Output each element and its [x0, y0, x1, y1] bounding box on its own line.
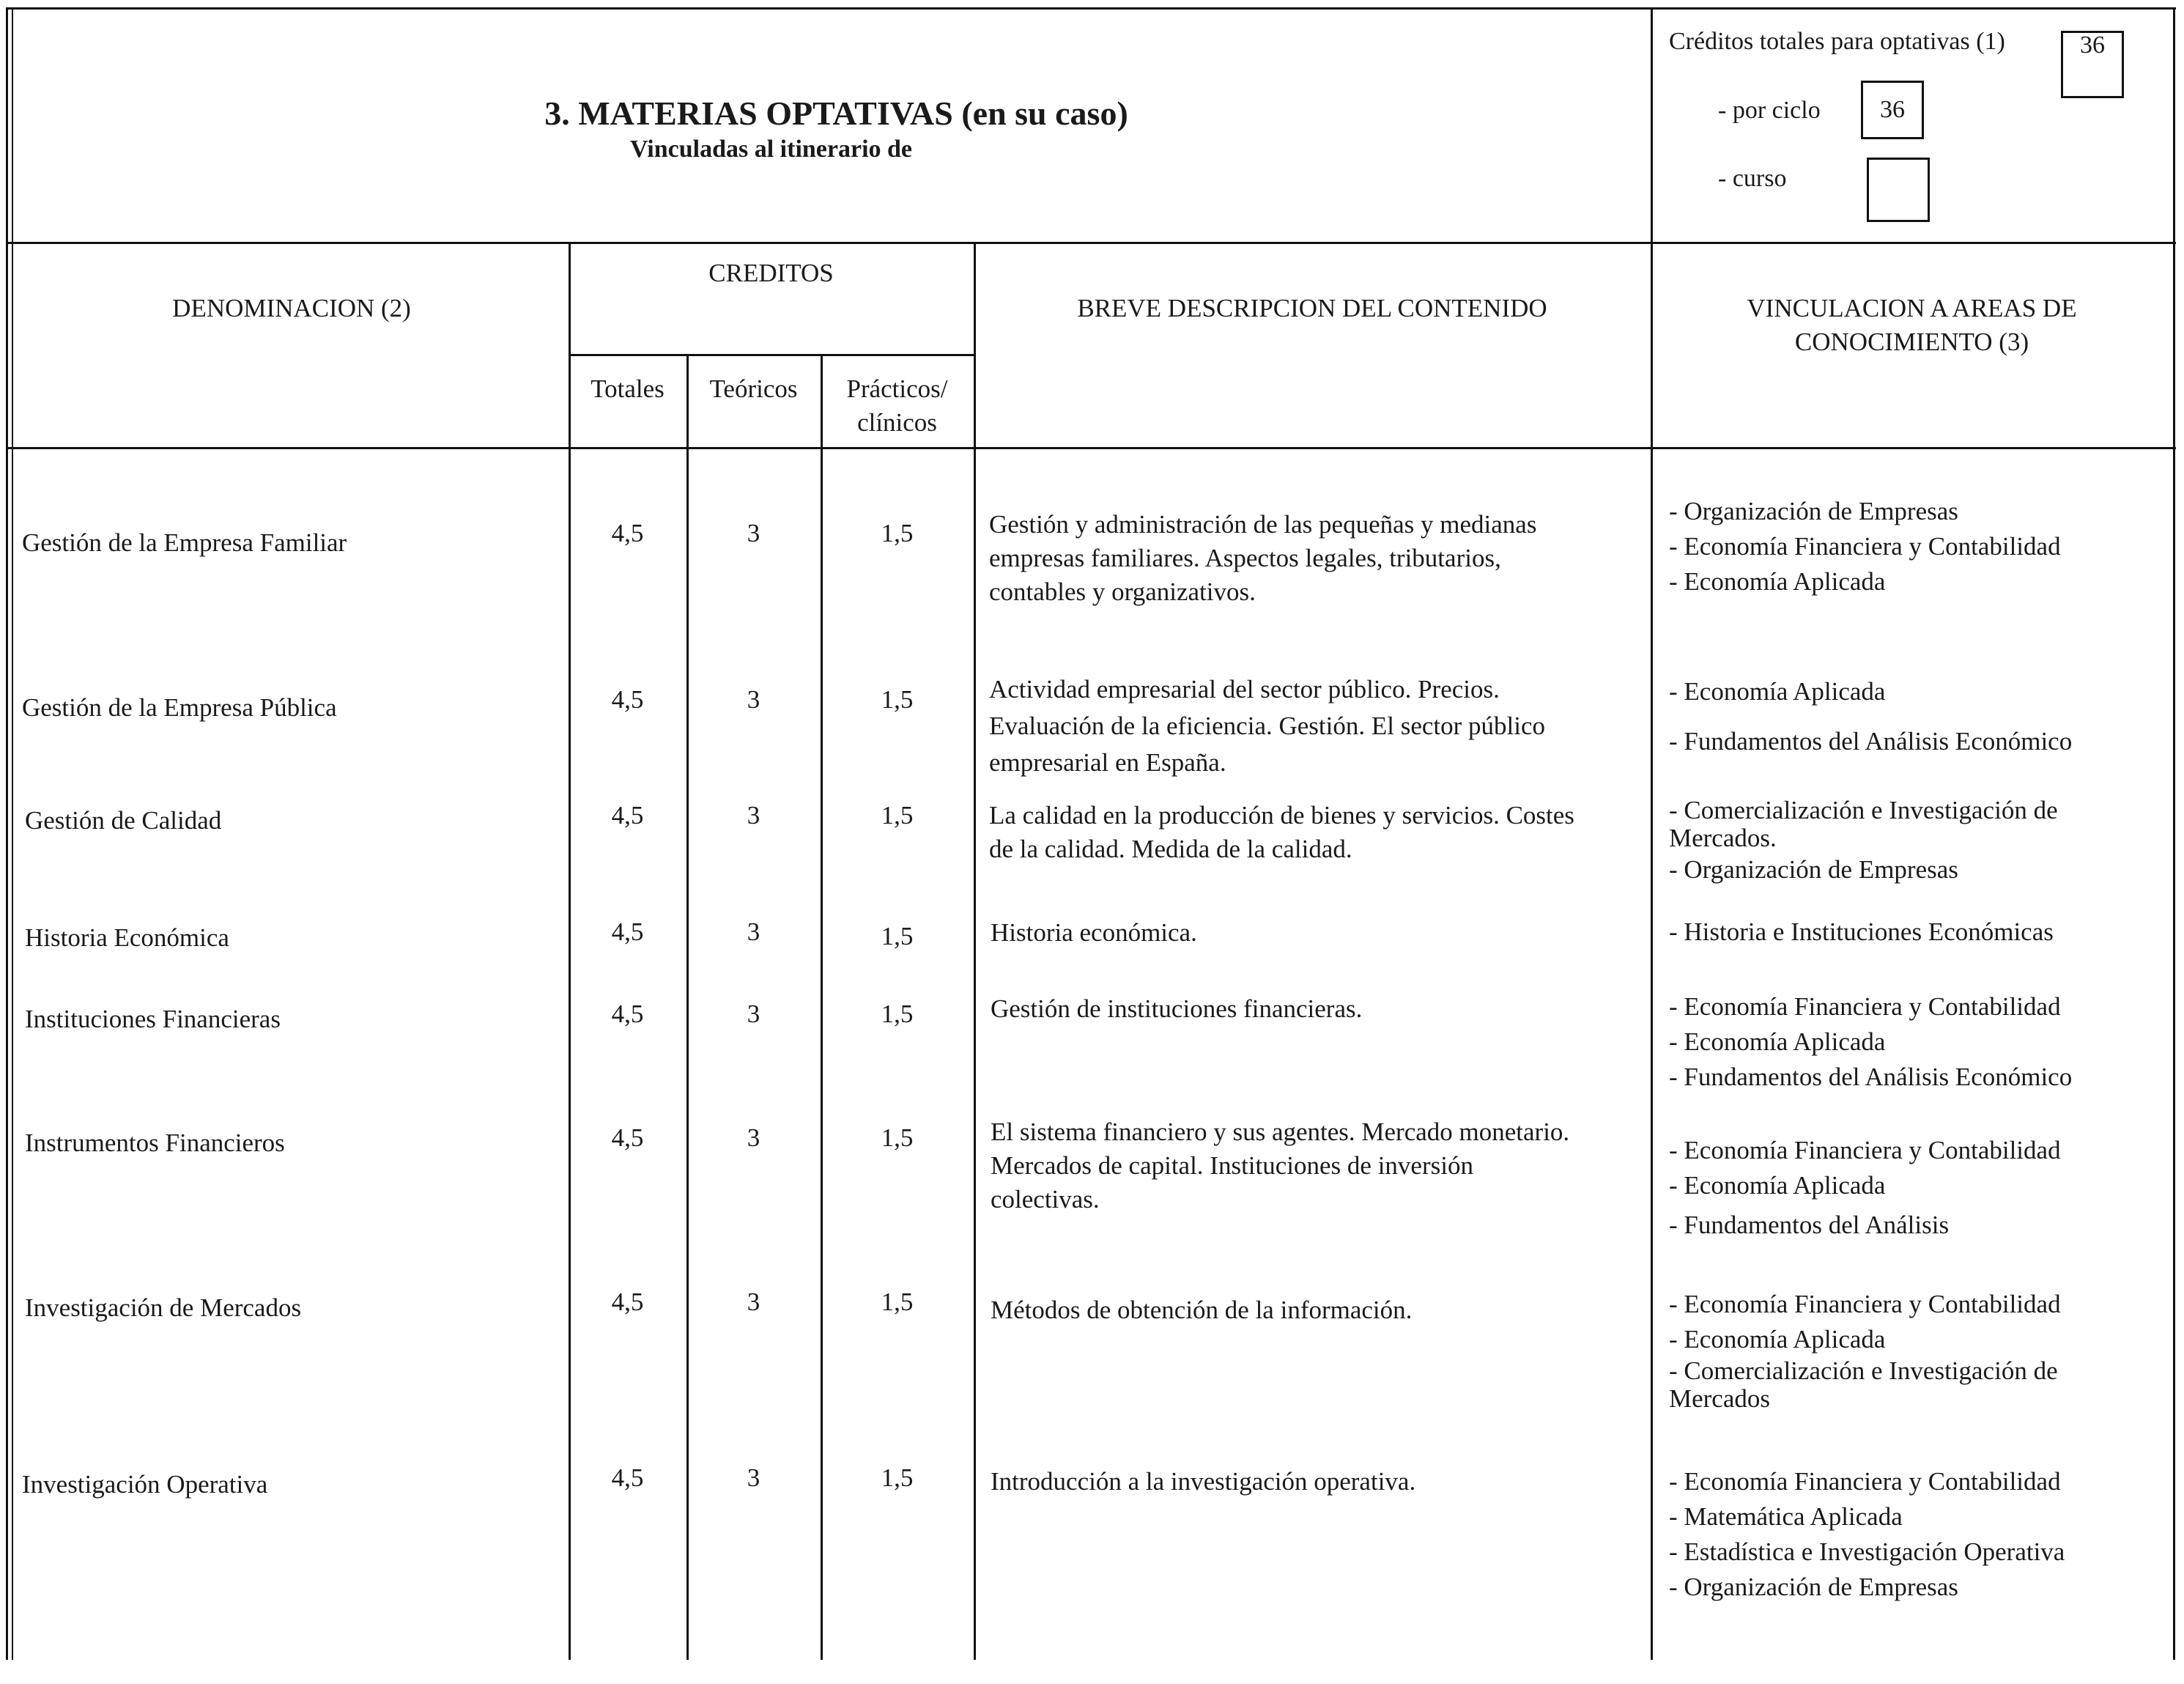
col-divider-4: [974, 242, 976, 1660]
row-areas-6: [1669, 1287, 2061, 1413]
row-areas-2-item-0: - Comercialización e Investigación de: [1669, 796, 2058, 824]
credits-total-box: 36: [2061, 31, 2124, 98]
col-header-descripcion: BREVE DESCRIPCION DEL CONTENIDO: [1077, 294, 1547, 322]
row-name-1: Gestión de la Empresa Pública: [22, 693, 337, 722]
row-desc-0-line-1: empresas familiares. Aspectos legales, tributarios,: [989, 544, 1501, 572]
frame-left-line: [6, 7, 8, 1660]
row-teoricos-0: 3: [747, 519, 760, 547]
col-header-vinculacion-line1: VINCULACION A AREAS DE: [1747, 294, 2077, 322]
row-name-2: Gestión de Calidad: [25, 806, 222, 835]
row-areas-6-item-1: - Economía Aplicada: [1669, 1325, 1886, 1354]
row-name-7: Investigación Operativa: [22, 1470, 268, 1499]
row-desc-1-line-1: Evaluación de la eficiencia. Gestión. El sector público: [989, 712, 1546, 740]
row-totales-0: 4,5: [611, 519, 644, 547]
row-areas-4: [1669, 989, 2072, 1095]
row-areas-5-item-1: - Economía Aplicada: [1669, 1171, 1886, 1200]
row-teoricos-6: 3: [747, 1288, 760, 1316]
row-totales-4: 4,5: [611, 1000, 644, 1028]
col-header-denominacion: DENOMINACION (2): [172, 294, 411, 322]
row-areas-1-item-1: - Fundamentos del Análisis Económico: [1669, 727, 2073, 756]
col-header-creditos: CREDITOS: [708, 259, 834, 287]
row-practicos-6: 1,5: [881, 1288, 914, 1316]
row-name-4: Instituciones Financieras: [25, 1005, 281, 1033]
row-desc-7: [991, 1465, 1415, 1499]
row-practicos-2: 1,5: [881, 801, 914, 830]
row-areas-2: [1669, 797, 2058, 887]
creditos-subheader-line: [569, 354, 974, 356]
row-areas-4-item-0: - Economía Financiera y Contabilidad: [1669, 992, 2061, 1021]
row-desc-0-line-2: contables y organizativos.: [989, 577, 1256, 606]
row-name-3: Historia Económica: [25, 923, 229, 952]
frame-top-line: [6, 7, 2176, 10]
course-label: - curso: [1718, 165, 1787, 192]
row-areas-0: [1669, 494, 2061, 599]
row-desc-4-line-0: Gestión de instituciones financieras.: [991, 994, 1363, 1023]
row-teoricos-5: 3: [747, 1123, 760, 1152]
col-header-vinculacion: [1651, 292, 2173, 359]
per-cycle-box: 36: [1861, 81, 1924, 139]
row-desc-5-line-0: El sistema financiero y sus agentes. Mercado monetario.: [991, 1118, 1570, 1146]
col-header-totales: Totales: [591, 374, 665, 403]
row-desc-2-line-1: de la calidad. Medida de la calidad.: [989, 835, 1352, 863]
row-practicos-1: 1,5: [881, 685, 914, 714]
row-areas-7-item-0: - Economía Financiera y Contabilidad: [1669, 1467, 2061, 1496]
row-areas-7-item-2: - Estadística e Investigación Operativa: [1669, 1537, 2065, 1566]
row-practicos-5: 1,5: [881, 1123, 914, 1152]
row-practicos-0: 1,5: [881, 519, 914, 547]
row-areas-0-item-2: - Economía Aplicada: [1669, 567, 1886, 596]
row-areas-3-item-0: - Historia e Instituciones Económicas: [1669, 917, 2054, 946]
col-divider-1: [569, 242, 571, 1660]
col-header-practicos-line1: Prácticos/: [846, 374, 948, 403]
row-teoricos-4: 3: [747, 1000, 760, 1028]
row-areas-1-item-0: - Economía Aplicada: [1669, 677, 1886, 706]
row-areas-4-item-2: - Fundamentos del Análisis Económico: [1669, 1063, 2073, 1091]
row-teoricos-1: 3: [747, 685, 760, 714]
header-bottom-line: [6, 242, 2176, 244]
row-desc-0: [989, 508, 1536, 609]
page-subtitle: Vinculadas al itinerario de: [630, 136, 913, 163]
row-name-0: Gestión de la Empresa Familiar: [22, 528, 347, 557]
row-practicos-7: 1,5: [881, 1463, 914, 1492]
row-areas-6-item-2: - Comercialización e Investigación de: [1669, 1356, 2058, 1385]
row-desc-7-line-0: Introducción a la investigación operativa.: [991, 1467, 1416, 1496]
page-title: 3. MATERIAS OPTATIVAS (en su caso): [544, 95, 1128, 132]
row-desc-1-line-0: Actividad empresarial del sector público. Precios.: [989, 675, 1500, 703]
frame-left-line-inner: [12, 7, 13, 1660]
row-areas-0-item-0: - Organización de Empresas: [1669, 497, 1958, 525]
row-desc-1: [989, 671, 1545, 781]
row-name-5: Instrumentos Financieros: [25, 1129, 285, 1157]
row-areas-5-item-2: - Fundamentos del Análisis: [1669, 1211, 1950, 1239]
row-areas-5-item-0: - Economía Financiera y Contabilidad: [1669, 1136, 2061, 1164]
credits-total-label: Créditos totales para optativas (1): [1669, 28, 2005, 55]
row-areas-6-item-3: Mercados: [1669, 1384, 1771, 1413]
col-header-teoricos: Teóricos: [709, 374, 798, 403]
row-areas-7: [1669, 1464, 2065, 1605]
col-header-practicos: [821, 372, 974, 440]
row-teoricos-3: 3: [747, 917, 760, 946]
row-totales-3: 4,5: [611, 917, 644, 946]
row-desc-1-line-2: empresarial en España.: [989, 748, 1226, 777]
row-totales-1: 4,5: [611, 685, 644, 714]
row-areas-7-item-3: - Organización de Empresas: [1669, 1573, 1958, 1601]
col-header-vinculacion-line2: CONOCIMIENTO (3): [1794, 328, 2029, 356]
row-desc-5-line-1: Mercados de capital. Instituciones de inversión: [991, 1151, 1473, 1180]
row-areas-3: [1669, 915, 2054, 950]
row-desc-6-line-0: Métodos de obtención de la información.: [991, 1296, 1413, 1324]
row-totales-2: 4,5: [611, 801, 644, 830]
course-box: [1867, 158, 1930, 222]
row-desc-2: [989, 799, 1574, 866]
row-desc-2-line-0: La calidad en la producción de bienes y servicios. Costes: [989, 801, 1574, 830]
row-desc-3-line-0: Historia económica.: [991, 918, 1197, 947]
row-totales-7: 4,5: [611, 1463, 644, 1492]
row-desc-4: [991, 992, 1362, 1026]
header-divider-line: [1651, 7, 1653, 1660]
row-practicos-4: 1,5: [881, 1000, 914, 1028]
col-header-practicos-line2: clínicos: [857, 408, 937, 437]
row-areas-6-item-0: - Economía Financiera y Contabilidad: [1669, 1290, 2061, 1318]
row-desc-5: [991, 1115, 1569, 1216]
per-cycle-label: - por ciclo: [1718, 97, 1821, 124]
row-totales-5: 4,5: [611, 1123, 644, 1152]
row-practicos-3: 1,5: [881, 922, 914, 950]
row-desc-6: [991, 1293, 1412, 1327]
row-areas-0-item-1: - Economía Financiera y Contabilidad: [1669, 532, 2061, 561]
row-totales-6: 4,5: [611, 1288, 644, 1316]
frame-right-line: [2173, 7, 2175, 1660]
row-teoricos-7: 3: [747, 1463, 760, 1492]
row-areas-2-item-2: - Organización de Empresas: [1669, 855, 1958, 884]
column-header-bottom-line: [6, 447, 2176, 449]
row-areas-4-item-1: - Economía Aplicada: [1669, 1027, 1886, 1056]
row-desc-0-line-0: Gestión y administración de las pequeñas y medianas: [989, 510, 1537, 539]
row-areas-7-item-1: - Matemática Aplicada: [1669, 1502, 1903, 1531]
row-areas-5: [1669, 1133, 2061, 1243]
row-desc-3: [991, 916, 1197, 950]
row-teoricos-2: 3: [747, 801, 760, 830]
row-desc-5-line-2: colectivas.: [991, 1185, 1100, 1214]
row-areas-1: [1669, 674, 2072, 759]
row-name-6: Investigación de Mercados: [25, 1293, 302, 1322]
row-areas-2-item-1: Mercados.: [1669, 824, 1777, 852]
